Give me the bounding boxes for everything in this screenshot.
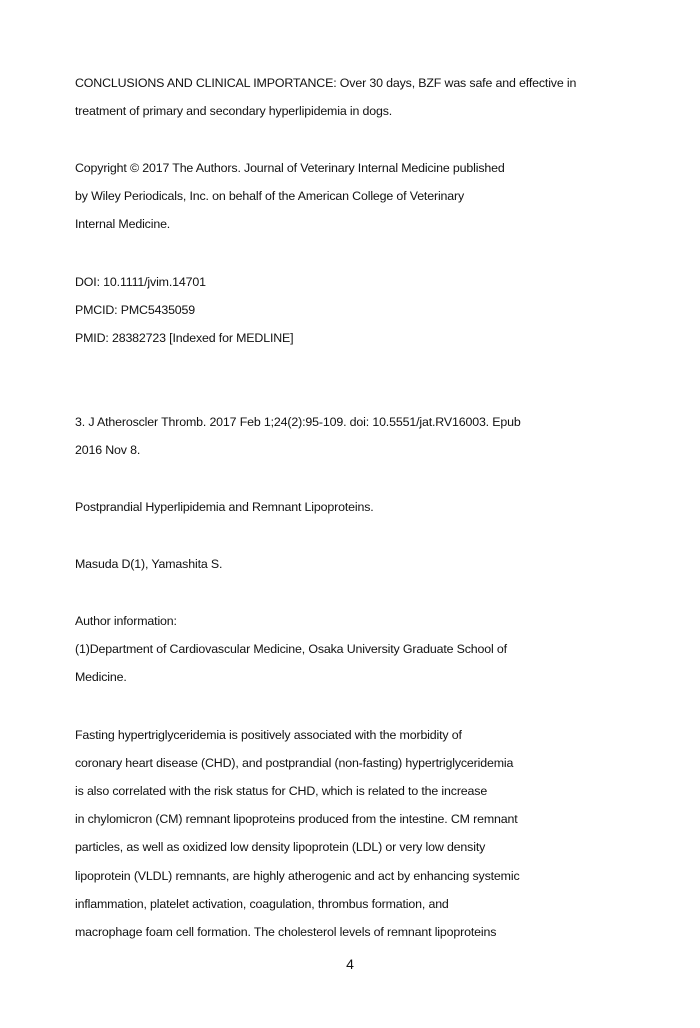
abstract-line: in chylomicron (CM) remnant lipoproteins produced from the intestine. CM remnant: [75, 812, 518, 826]
abstract-line: inflammation, platelet activation, coagulation, thrombus formation, and: [75, 897, 449, 911]
doi: DOI: 10.1111/jvim.14701: [75, 275, 206, 289]
page-number: 4: [346, 956, 354, 972]
citation-line: 3. J Atheroscler Thromb. 2017 Feb 1;24(2):95-109. doi: 10.5551/jat.RV16003. Epub: [75, 415, 521, 429]
conclusions-line: treatment of primary and secondary hyperlipidemia in dogs.: [75, 104, 393, 118]
abstract-line: coronary heart disease (CHD), and postprandial (non-fasting) hypertriglyceridemia: [75, 756, 514, 770]
conclusions-line: CONCLUSIONS AND CLINICAL IMPORTANCE: Over 30 days, BZF was safe and effective in: [75, 76, 577, 90]
copyright-line: Internal Medicine.: [75, 217, 171, 231]
abstract-line: is also correlated with the risk status for CHD, which is related to the increase: [75, 784, 488, 798]
pmid: PMID: 28382723 [Indexed for MEDLINE]: [75, 331, 294, 345]
author-info-heading: Author information:: [75, 614, 177, 628]
article-title: Postprandial Hyperlipidemia and Remnant Lipoproteins.: [75, 500, 374, 514]
abstract-line: macrophage foam cell formation. The cholesterol levels of remnant lipoproteins: [75, 925, 497, 939]
copyright-line: by Wiley Periodicals, Inc. on behalf of the American College of Veterinary: [75, 189, 465, 203]
copyright-line: Copyright © 2017 The Authors. Journal of Veterinary Internal Medicine published: [75, 161, 505, 175]
author-affiliation: (1)Department of Cardiovascular Medicine, Osaka University Graduate School of: [75, 642, 507, 656]
authors: Masuda D(1), Yamashita S.: [75, 557, 223, 571]
author-affiliation: Medicine.: [75, 670, 127, 684]
pmcid: PMCID: PMC5435059: [75, 303, 196, 317]
citation-line: 2016 Nov 8.: [75, 443, 141, 457]
abstract-line: Fasting hypertriglyceridemia is positively associated with the morbidity of: [75, 728, 462, 742]
abstract-line: lipoprotein (VLDL) remnants, are highly atherogenic and act by enhancing systemic: [75, 869, 520, 883]
abstract-line: particles, as well as oxidized low density lipoprotein (LDL) or very low density: [75, 840, 486, 854]
